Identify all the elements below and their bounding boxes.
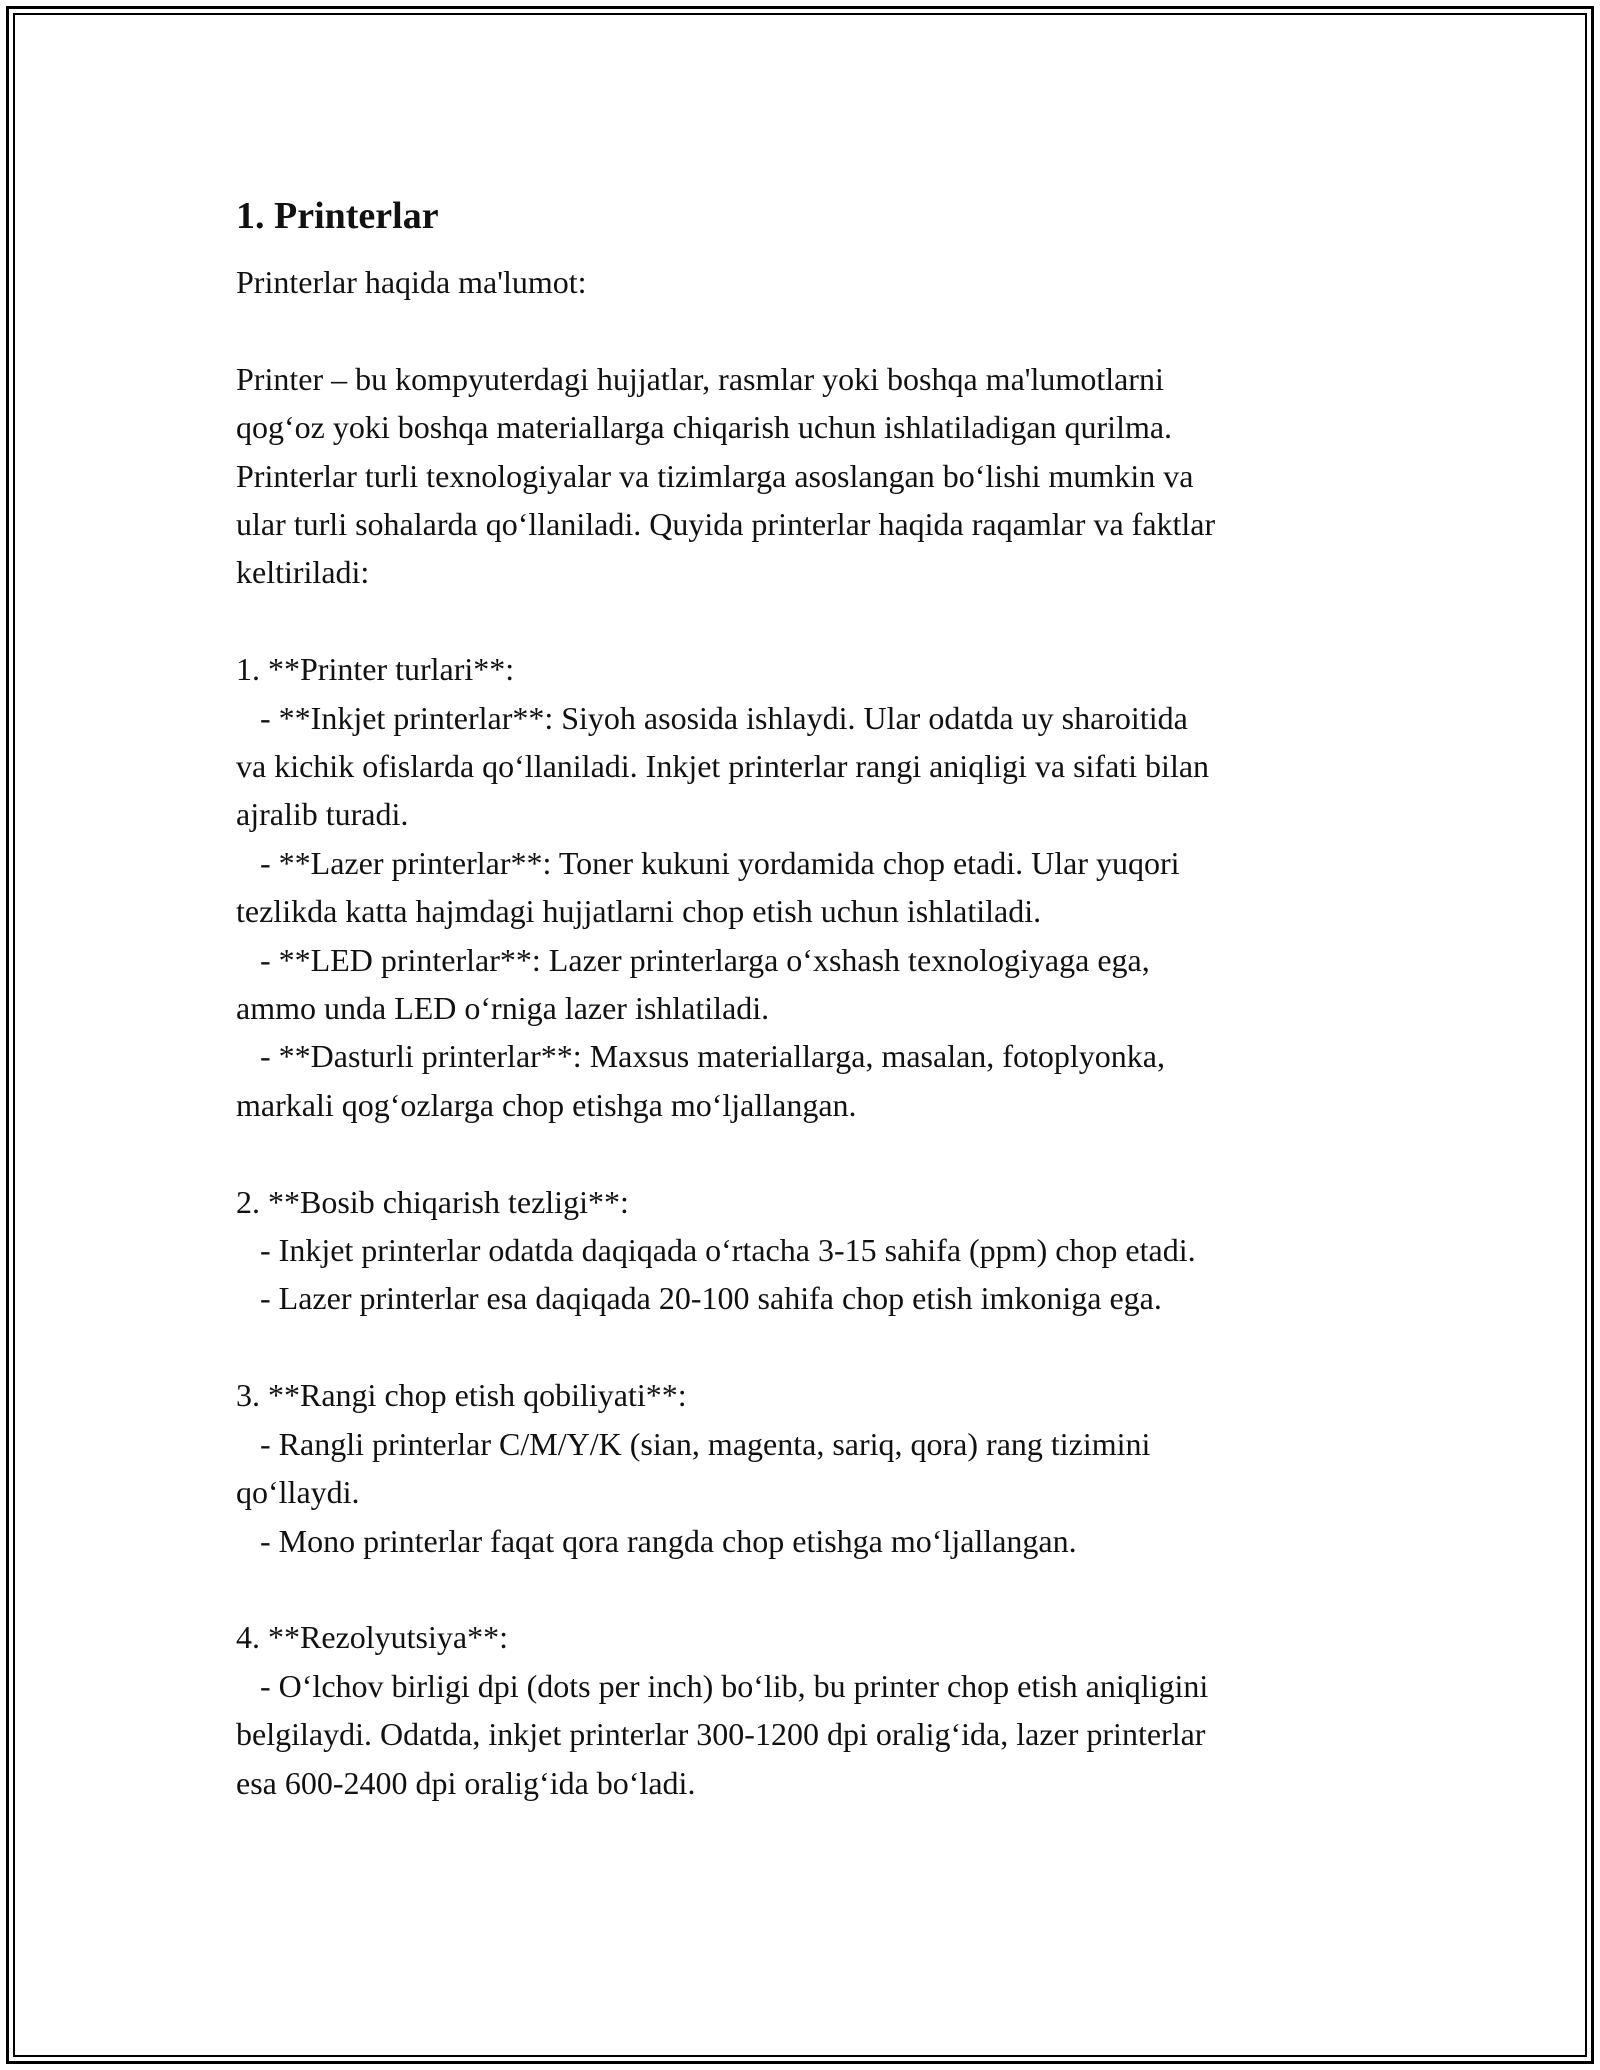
text-line: markali qog‘ozlarga chop etishga mo‘ljallangan.	[236, 1086, 857, 1123]
text-line: Printerlar turli texnologiyalar va tizimlarga asoslangan bo‘lishi mumkin va	[236, 457, 1194, 494]
text-line	[236, 1565, 1376, 1613]
text-line: - Rangli printerlar C/M/Y/K (sian, magenta, sariq, qora) rang tizimini	[236, 1425, 1151, 1462]
text-line	[236, 306, 1376, 354]
text-line: tezlikda katta hajmdagi hujjatlarni chop etish uchun ishlatiladi.	[236, 893, 1042, 930]
text-line: ular turli sohalarda qo‘llaniladi. Quyida printerlar haqida raqamlar va faktlar	[236, 506, 1216, 543]
text-line: va kichik ofislarda qo‘llaniladi. Inkjet printerlar rangi aniqligi va sifati bilan	[236, 748, 1210, 785]
text-line: keltiriladi:	[236, 554, 370, 591]
text-line: - Lazer printerlar esa daqiqada 20-100 sahifa chop etish imkoniga ega.	[236, 1280, 1162, 1317]
text-line	[236, 1129, 1376, 1177]
text-line: Printerlar haqida ma'lumot:	[236, 264, 587, 300]
text-line: - Mono printerlar faqat qora rangda chop etishga mo‘ljallangan.	[236, 1522, 1077, 1559]
text-line	[236, 597, 1376, 645]
text-line: - **Dasturli printerlar**: Maxsus materiallarga, masalan, fotoplyonka,	[236, 1038, 1165, 1075]
text-line: 3. **Rangi chop etish qobiliyati**:	[236, 1377, 687, 1414]
text-line: qo‘llaydi.	[236, 1474, 360, 1511]
document-body	[236, 188, 1376, 1807]
text-line: ammo unda LED o‘rniga lazer ishlatiladi.	[236, 990, 770, 1027]
text-line	[236, 1323, 1376, 1371]
text-line: 1. **Printer turlari**:	[236, 651, 515, 688]
text-line: belgilaydi. Odatda, inkjet printerlar 300-1200 dpi oralig‘ida, lazer printerlar	[236, 1716, 1206, 1753]
text-line: qog‘oz yoki boshqa materiallarga chiqarish uchun ishlatiladigan qurilma.	[236, 409, 1173, 446]
text-line: esa 600-2400 dpi oralig‘ida bo‘ladi.	[236, 1764, 696, 1801]
text-line: - **Lazer printerlar**: Toner kukuni yordamida chop etadi. Ular yuqori	[236, 844, 1180, 881]
text-line: - **LED printerlar**: Lazer printerlarga o‘xshash texnologiyaga ega,	[236, 941, 1150, 978]
text-line: - Inkjet printerlar odatda daqiqada o‘rtacha 3-15 sahifa (ppm) chop etadi.	[236, 1232, 1196, 1269]
text-line: Printer – bu kompyuterdagi hujjatlar, rasmlar yoki boshqa ma'lumotlarni	[236, 360, 1164, 397]
text-line: - **Inkjet printerlar**: Siyoh asosida ishlaydi. Ular odatda uy sharoitida	[236, 699, 1188, 736]
text-line: - O‘lchov birligi dpi (dots per inch) bo‘lib, bu printer chop etish aniqligini	[236, 1667, 1209, 1704]
document-text	[236, 258, 1376, 1807]
text-line: 4. **Rezolyutsiya**:	[236, 1619, 508, 1656]
page-title: 1. Printerlar	[236, 195, 439, 237]
text-line: ajralib turadi.	[236, 796, 409, 833]
text-line: 2. **Bosib chiqarish tezligi**:	[236, 1183, 629, 1220]
